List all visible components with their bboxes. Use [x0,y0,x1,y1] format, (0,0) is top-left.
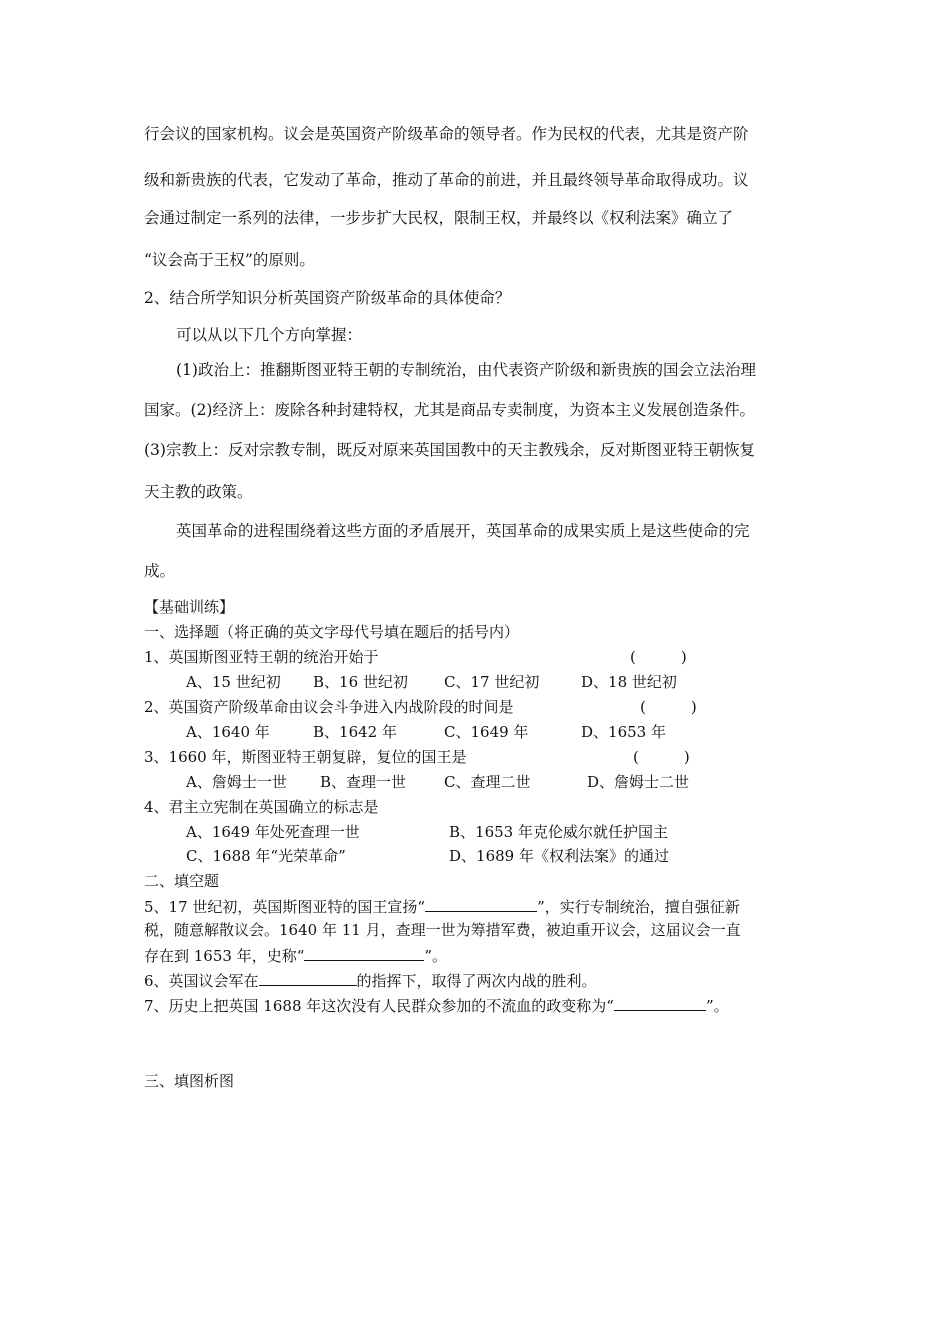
q1-option-b[interactable]: B、16 世纪初 [313,673,408,691]
q4-option-a[interactable]: A、1649 年处死查理一世 [186,823,360,841]
intro-line-4: “议会高于王权”的原则。 [144,251,315,269]
conclusion-line-1: 英国革命的进程围绕着这些方面的矛盾展开，英国革命的成果实质上是这些使命的完 [176,522,750,540]
q5-line-1 [144,896,740,917]
q7-text-b: ”。 [705,997,729,1015]
q1-stem: 1、英国斯图亚特王朝的统治开始于 [144,648,379,666]
q5-text-3a: 存在到 1653 年，史称“ [144,947,305,965]
intro-line-3: 会通过制定一系列的法律，一步步扩大民权，限制王权，并最终以《权利法案》确立了 [144,209,734,227]
q1-option-a[interactable]: A、15 世纪初 [186,673,281,691]
mission-line-1: (1)政治上：推翻斯图亚特王朝的专制统治，由代表资产阶级和新贵族的国会立法治理 [176,361,756,379]
q2-option-a[interactable]: A、1640 年 [186,723,270,741]
q3-option-d[interactable]: D、詹姆士二世 [587,773,690,791]
mission-line-2: 国家。(2)经济上：废除各种封建特权，尤其是商品专卖制度，为资本主义发展创造条件。 [144,401,755,419]
q4-stem: 4、君主立宪制在英国确立的标志是 [144,798,379,816]
q1-answer-paren[interactable]: ( ) [630,648,687,666]
q2-option-b[interactable]: B、1642 年 [313,723,397,741]
q2-option-c[interactable]: C、1649 年 [444,723,529,741]
q6-text-b: 的指挥下，取得了两次内战的胜利。 [356,972,597,990]
mission-line-3: (3)宗教上：反对宗教专制，既反对原来英国国教中的天主教残余，反对斯图亚特王朝恢复 [144,441,755,459]
q3-option-c[interactable]: C、查理二世 [444,773,531,791]
q7-line [144,995,729,1016]
q5-text-1b: ”，实行专制统治，擅自强征新 [537,898,740,916]
q1-option-d[interactable]: D、18 世纪初 [581,673,677,691]
q4-option-d[interactable]: D、1689 年《权利法案》的通过 [449,847,669,865]
q1-option-c[interactable]: C、17 世纪初 [444,673,540,691]
q2-answer-paren[interactable]: ( ) [640,698,697,716]
intro-line-2: 级和新贵族的代表，它发动了革命，推动了革命的前进，并且最终领导革命取得成功。议 [144,171,749,189]
conclusion-line-2: 成。 [144,562,176,580]
q2-option-d[interactable]: D、1653 年 [581,723,666,741]
section-choice-heading: 一、选择题（将正确的英文字母代号填在题后的括号内） [144,623,520,641]
q5-blank-1[interactable] [425,896,537,912]
training-heading: 【基础训练】 [144,598,235,616]
q5-line-2: 税，随意解散议会。1640 年 11 月，查理一世为筹措军费，被迫重开议会，这届议会一直 [144,921,741,939]
q5-text-1a: 5、17 世纪初，英国斯图亚特的国王宣扬“ [144,898,426,916]
intro-line-1: 行会议的国家机构。议会是英国资产阶级革命的领导者。作为民权的代表，尤其是资产阶 [144,125,749,143]
q2-stem: 2、英国资产阶级革命由议会斗争进入内战阶段的时间是 [144,698,514,716]
q3-option-a[interactable]: A、詹姆士一世 [186,773,287,791]
q7-blank[interactable] [614,995,706,1011]
q5-blank-2[interactable] [304,945,424,961]
q4-option-c[interactable]: C、1688 年“光荣革命” [186,847,346,865]
section-fill-heading: 二、填空题 [144,872,220,890]
q3-stem: 3、1660 年，斯图亚特王朝复辟，复位的国王是 [144,748,467,766]
q6-line [144,970,597,991]
q3-answer-paren[interactable]: ( ) [633,748,690,766]
question-2-heading: 2、结合所学知识分析英国资产阶级革命的具体使命？ [144,289,511,307]
q4-option-b[interactable]: B、1653 年克伦威尔就任护国主 [449,823,668,841]
mission-line-4: 天主教的政策。 [144,483,253,501]
q5-line-3 [144,945,447,966]
question-2-lead: 可以从以下几个方向掌握： [176,326,363,344]
q5-text-3b: ”。 [424,947,448,965]
q7-text-a: 7、历史上把英国 1688 年这次没有人民群众参加的不流血的政变称为“ [144,997,614,1015]
q3-option-b[interactable]: B、查理一世 [320,773,407,791]
q6-blank[interactable] [259,970,357,986]
section-map-heading: 三、填图析图 [144,1072,235,1090]
q6-text-a: 6、英国议会军在 [144,972,259,990]
